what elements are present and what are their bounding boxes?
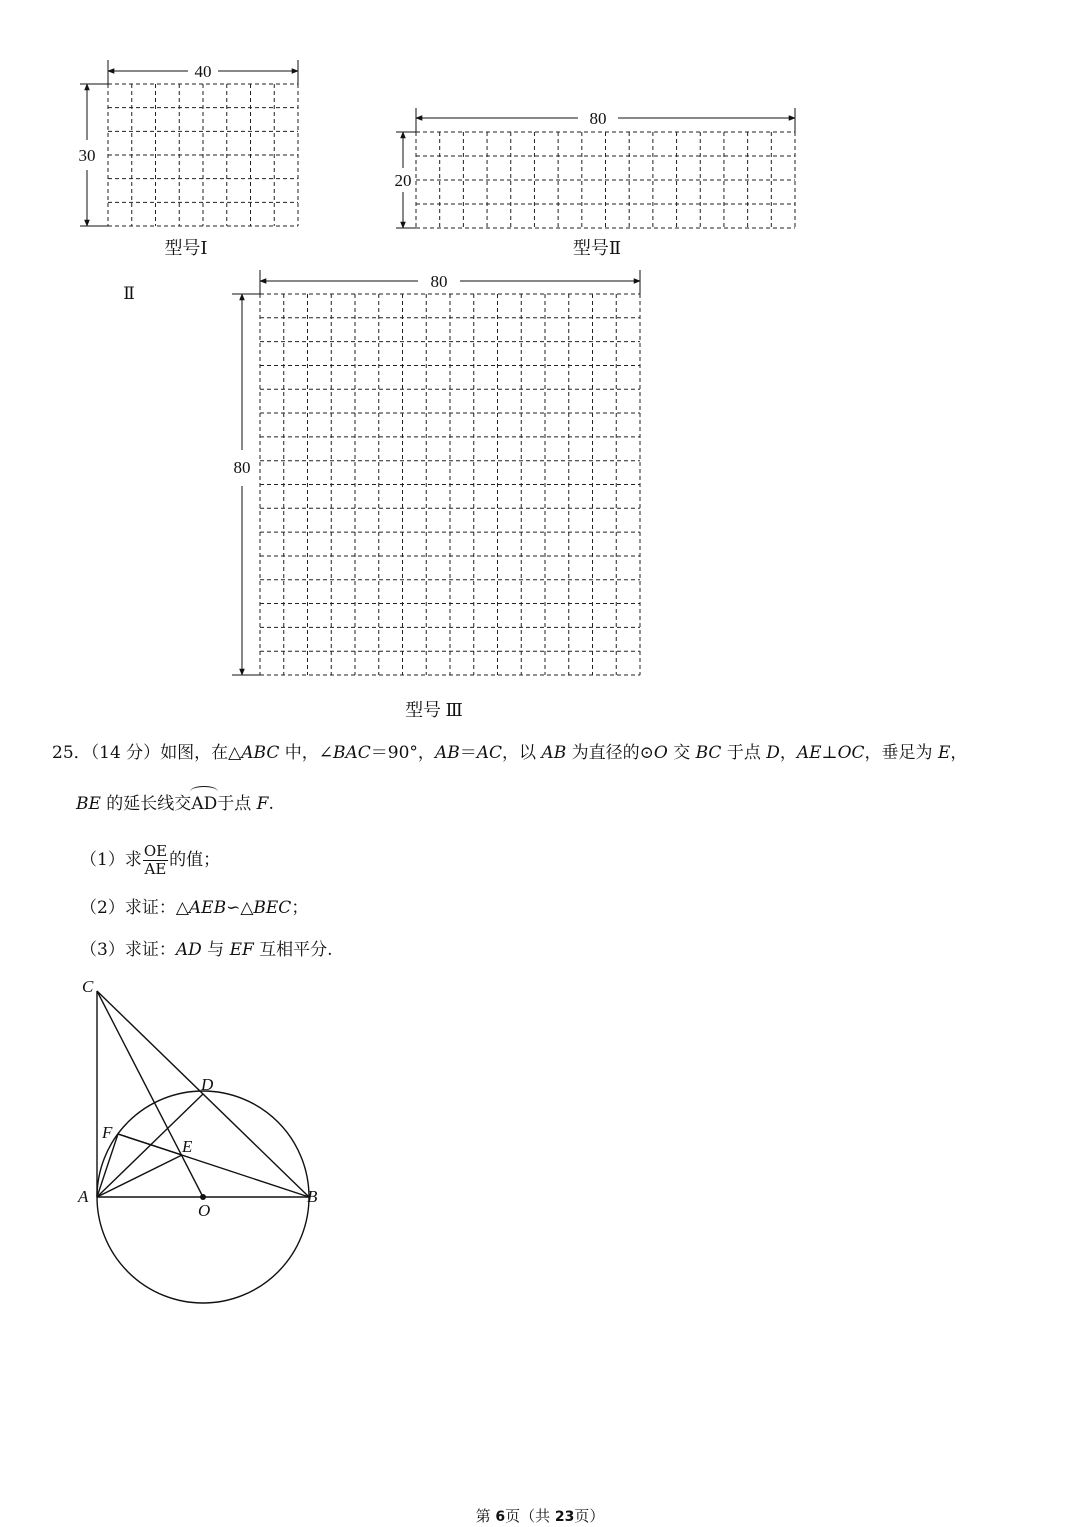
math-var: D <box>766 743 780 763</box>
model1-height-label: 30 <box>78 146 96 165</box>
text-run: ＝ <box>459 743 477 763</box>
model1-caption: 型号Ⅰ <box>164 238 208 258</box>
model1-figure <box>79 60 299 258</box>
segment-co <box>97 991 203 1197</box>
text-run: 于点 <box>721 743 767 763</box>
text-run: 交 <box>667 743 696 763</box>
label-e: E <box>182 1137 193 1156</box>
label-b: B <box>307 1187 318 1206</box>
math-var: BC <box>695 743 722 763</box>
model2-width-label: 80 <box>589 109 607 128</box>
grid-figures <box>0 0 1080 730</box>
model3-caption: 型号 Ⅲ <box>405 700 463 720</box>
model1-width-label: 40 <box>194 62 212 81</box>
text-run: 互相平分. <box>253 940 333 960</box>
footer-suffix: 页） <box>574 1507 605 1525</box>
segment-ae <box>97 1155 182 1197</box>
math-var: AEB <box>188 898 227 918</box>
math-var: AB <box>434 743 460 763</box>
math-var: AC <box>476 743 503 763</box>
math-var: AB <box>541 743 567 763</box>
geometry-figure <box>60 970 420 1310</box>
model2-height-label: 20 <box>394 171 412 190</box>
text-run: 与 <box>201 940 230 960</box>
label-f: F <box>102 1123 113 1142</box>
part2-prefix: （2）求证：△ <box>80 898 189 918</box>
text-run: 如图，在△ <box>160 743 242 763</box>
footer-total: 23 <box>554 1509 575 1525</box>
text-run: 为直径的⊙ <box>566 743 654 763</box>
part2 <box>80 896 308 920</box>
model3-grid <box>260 294 640 675</box>
part3-prefix: （3）求证： <box>80 940 176 960</box>
math-var: ABC <box>241 743 280 763</box>
math-var: E <box>937 743 951 763</box>
text-run: ＝90°， <box>370 743 435 763</box>
text-run: ； <box>291 898 309 918</box>
text-run: ⊥ <box>821 743 838 763</box>
text-run: ∽△ <box>226 898 254 918</box>
text-run: 于点 <box>217 794 257 814</box>
part1-prefix: （1）求 <box>80 850 142 870</box>
text-run: ， <box>779 743 797 763</box>
model1-grid <box>108 84 298 226</box>
fraction-denominator: AE <box>144 860 167 878</box>
stray-mark: Ⅱ <box>123 284 135 303</box>
part3 <box>80 938 333 962</box>
model3-width-label: 80 <box>430 272 448 291</box>
part1-suffix: 的值； <box>169 850 221 870</box>
math-var: AD <box>175 940 202 960</box>
math-var: O <box>653 743 668 763</box>
math-var: BE <box>76 794 101 814</box>
center-point-o <box>200 1194 206 1200</box>
math-var: F <box>256 794 269 814</box>
model2-grid <box>416 132 795 228</box>
fraction-oe-ae <box>143 843 168 878</box>
math-var: BAC <box>333 743 371 763</box>
text-run: ，垂足为 <box>864 743 938 763</box>
text-run: ， <box>950 743 968 763</box>
question25-line2 <box>76 792 274 816</box>
text-run: 中，∠ <box>279 743 334 763</box>
question-points: （14 分） <box>90 743 161 763</box>
model3-height-label: 80 <box>233 458 251 477</box>
question-number: 25． <box>52 743 91 763</box>
part1 <box>80 843 220 878</box>
page-footer <box>0 1505 1080 1526</box>
label-d: D <box>201 1075 214 1094</box>
math-var: BEC <box>253 898 292 918</box>
model2-caption: 型号Ⅱ <box>572 238 622 258</box>
math-var: AE <box>796 743 822 763</box>
label-o: O <box>198 1201 211 1220</box>
text-run: ，以 <box>502 743 542 763</box>
text-run: 的延长线交 <box>100 794 192 814</box>
model3-figure <box>232 270 640 720</box>
math-var: OC <box>837 743 865 763</box>
text-run: . <box>268 794 274 814</box>
question25-line1 <box>52 741 967 765</box>
footer-middle: 页（共 <box>505 1507 555 1525</box>
label-a: A <box>78 1187 89 1206</box>
math-var: EF <box>229 940 254 960</box>
model2-figure <box>395 108 796 258</box>
arc-ad: AD <box>191 794 218 814</box>
footer-page: 6 <box>495 1509 506 1525</box>
fraction-numerator: OE <box>143 842 168 860</box>
footer-prefix: 第 <box>475 1507 496 1525</box>
label-c: C <box>82 977 94 996</box>
